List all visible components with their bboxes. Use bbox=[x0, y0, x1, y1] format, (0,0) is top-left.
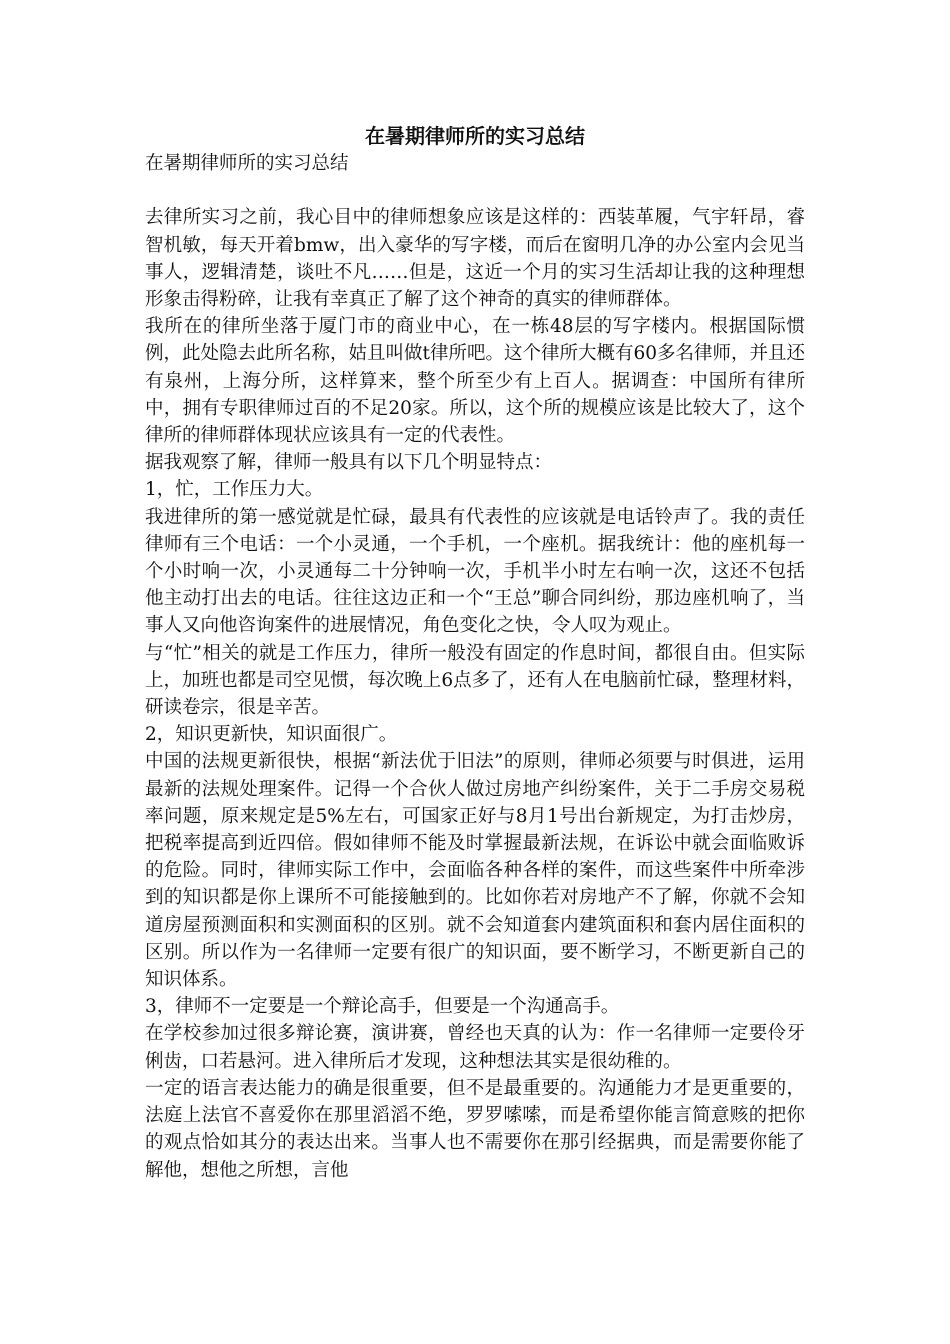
blank-line bbox=[145, 177, 805, 204]
section-heading: 3，律师不一定要是一个辩论高手，但要是一个沟通高手。 bbox=[145, 996, 620, 1018]
subtitle-paragraph: 在暑期律师所的实习总结 bbox=[145, 153, 349, 174]
body-paragraph: 我进律所的第一感觉就是忙碌，最具有代表性的应该就是电话铃声了。我的责任律师有三个电话：一个小灵通，一个手机，一个座机。据我统计：他的座机每一个小时响一次，小灵通每二十分钟响一次，手机半小时左右响一次，这还不包括他主动打出去的电话。往往这边正和一个“王总”聊合同纠纷，那边座机响了，当事人又向他咨询案件的进展情况，角色变化之快，令人叹为观止。 bbox=[145, 506, 805, 637]
body-paragraph: 与“忙”相关的就是工作压力，律所一般没有固定的作息时间，都很自由。但实际上，加班也都是司空见惯，每次晚上6点多了，还有人在电脑前忙碌，整理材料，研读卷宗，很是辛苦。 bbox=[145, 642, 805, 719]
body-paragraph: 一定的语言表达能力的确是很重要，但不是最重要的。沟通能力才是更重要的，法庭上法官不喜爱你在那里滔滔不绝，罗罗嗦嗦，而是希望你能言简意赅的把你的观点恰如其分的表达出来。当事人也不需要你在那引经据典，而是需要你能了解他，想他之所想，言他 bbox=[145, 1077, 805, 1181]
document-title: 在暑期律师所的实习总结 bbox=[365, 124, 585, 148]
body-paragraph: 中国的法规更新很快，根据“新法优于旧法”的原则，律师必须要与时俱进，运用最新的法规处理案件。记得一个合伙人做过房地产纠纷案件，关于二手房交易税率问题，原来规定是5%左右，可国家正好与8月1号出台新规定，为打击炒房，把税率提高到近四倍。假如律师不能及时掌握最新法规，在诉讼中就会面临败诉的危险。同时，律师实际工作中，会面临各种各样的案件，而这些案件中所牵涉到的知识都是你上课所不可能接触到的。比如你若对房地产不了解，你就不会知道房屋预测面积和实测面积的区别。就不会知道套内建筑面积和套内居住面积的区别。所以作为一名律师一定要有很广的知识面，要不断学习，不断更新自己的知识体系。 bbox=[145, 751, 805, 991]
body-paragraph: 在学校参加过很多辩论赛，演讲赛，曾经也天真的认为：作一名律师一定要伶牙俐齿，口若悬河。进入律所后才发现，这种想法其实是很幼稚的。 bbox=[145, 1023, 805, 1072]
section-heading: 2，知识更新快，知识面很广。 bbox=[145, 724, 398, 746]
body-paragraph: 据我观察了解，律师一般具有以下几个明显特点： bbox=[145, 452, 553, 474]
section-heading: 1，忙，工作压力大。 bbox=[145, 479, 324, 501]
body-paragraph: 我所在的律所坐落于厦门市的商业中心，在一栋48层的写字楼内。根据国际惯例，此处隐去此所名称，姑且叫做t律所吧。这个律所大概有60多名律师，并且还有泉州，上海分所，这样算来，整个所至少有上百人。据调查：中国所有律所中，拥有专职律师过百的不足20家。所以，这个所的规模应该是比较大了，这个律所的律师群体现状应该具有一定的代表性。 bbox=[145, 316, 805, 447]
document-body bbox=[145, 150, 805, 1184]
body-paragraph: 去律所实习之前，我心目中的律师想象应该是这样的：西装革履，气宇轩昂，睿智机敏，每天开着bmw，出入豪华的写字楼，而后在窗明几净的办公室内会见当事人，逻辑清楚，谈吐不凡……但是，这近一个月的实习生活却让我的这种理想形象击得粉碎，让我有幸真正了解了这个神奇的真实的律师群体。 bbox=[145, 207, 805, 310]
